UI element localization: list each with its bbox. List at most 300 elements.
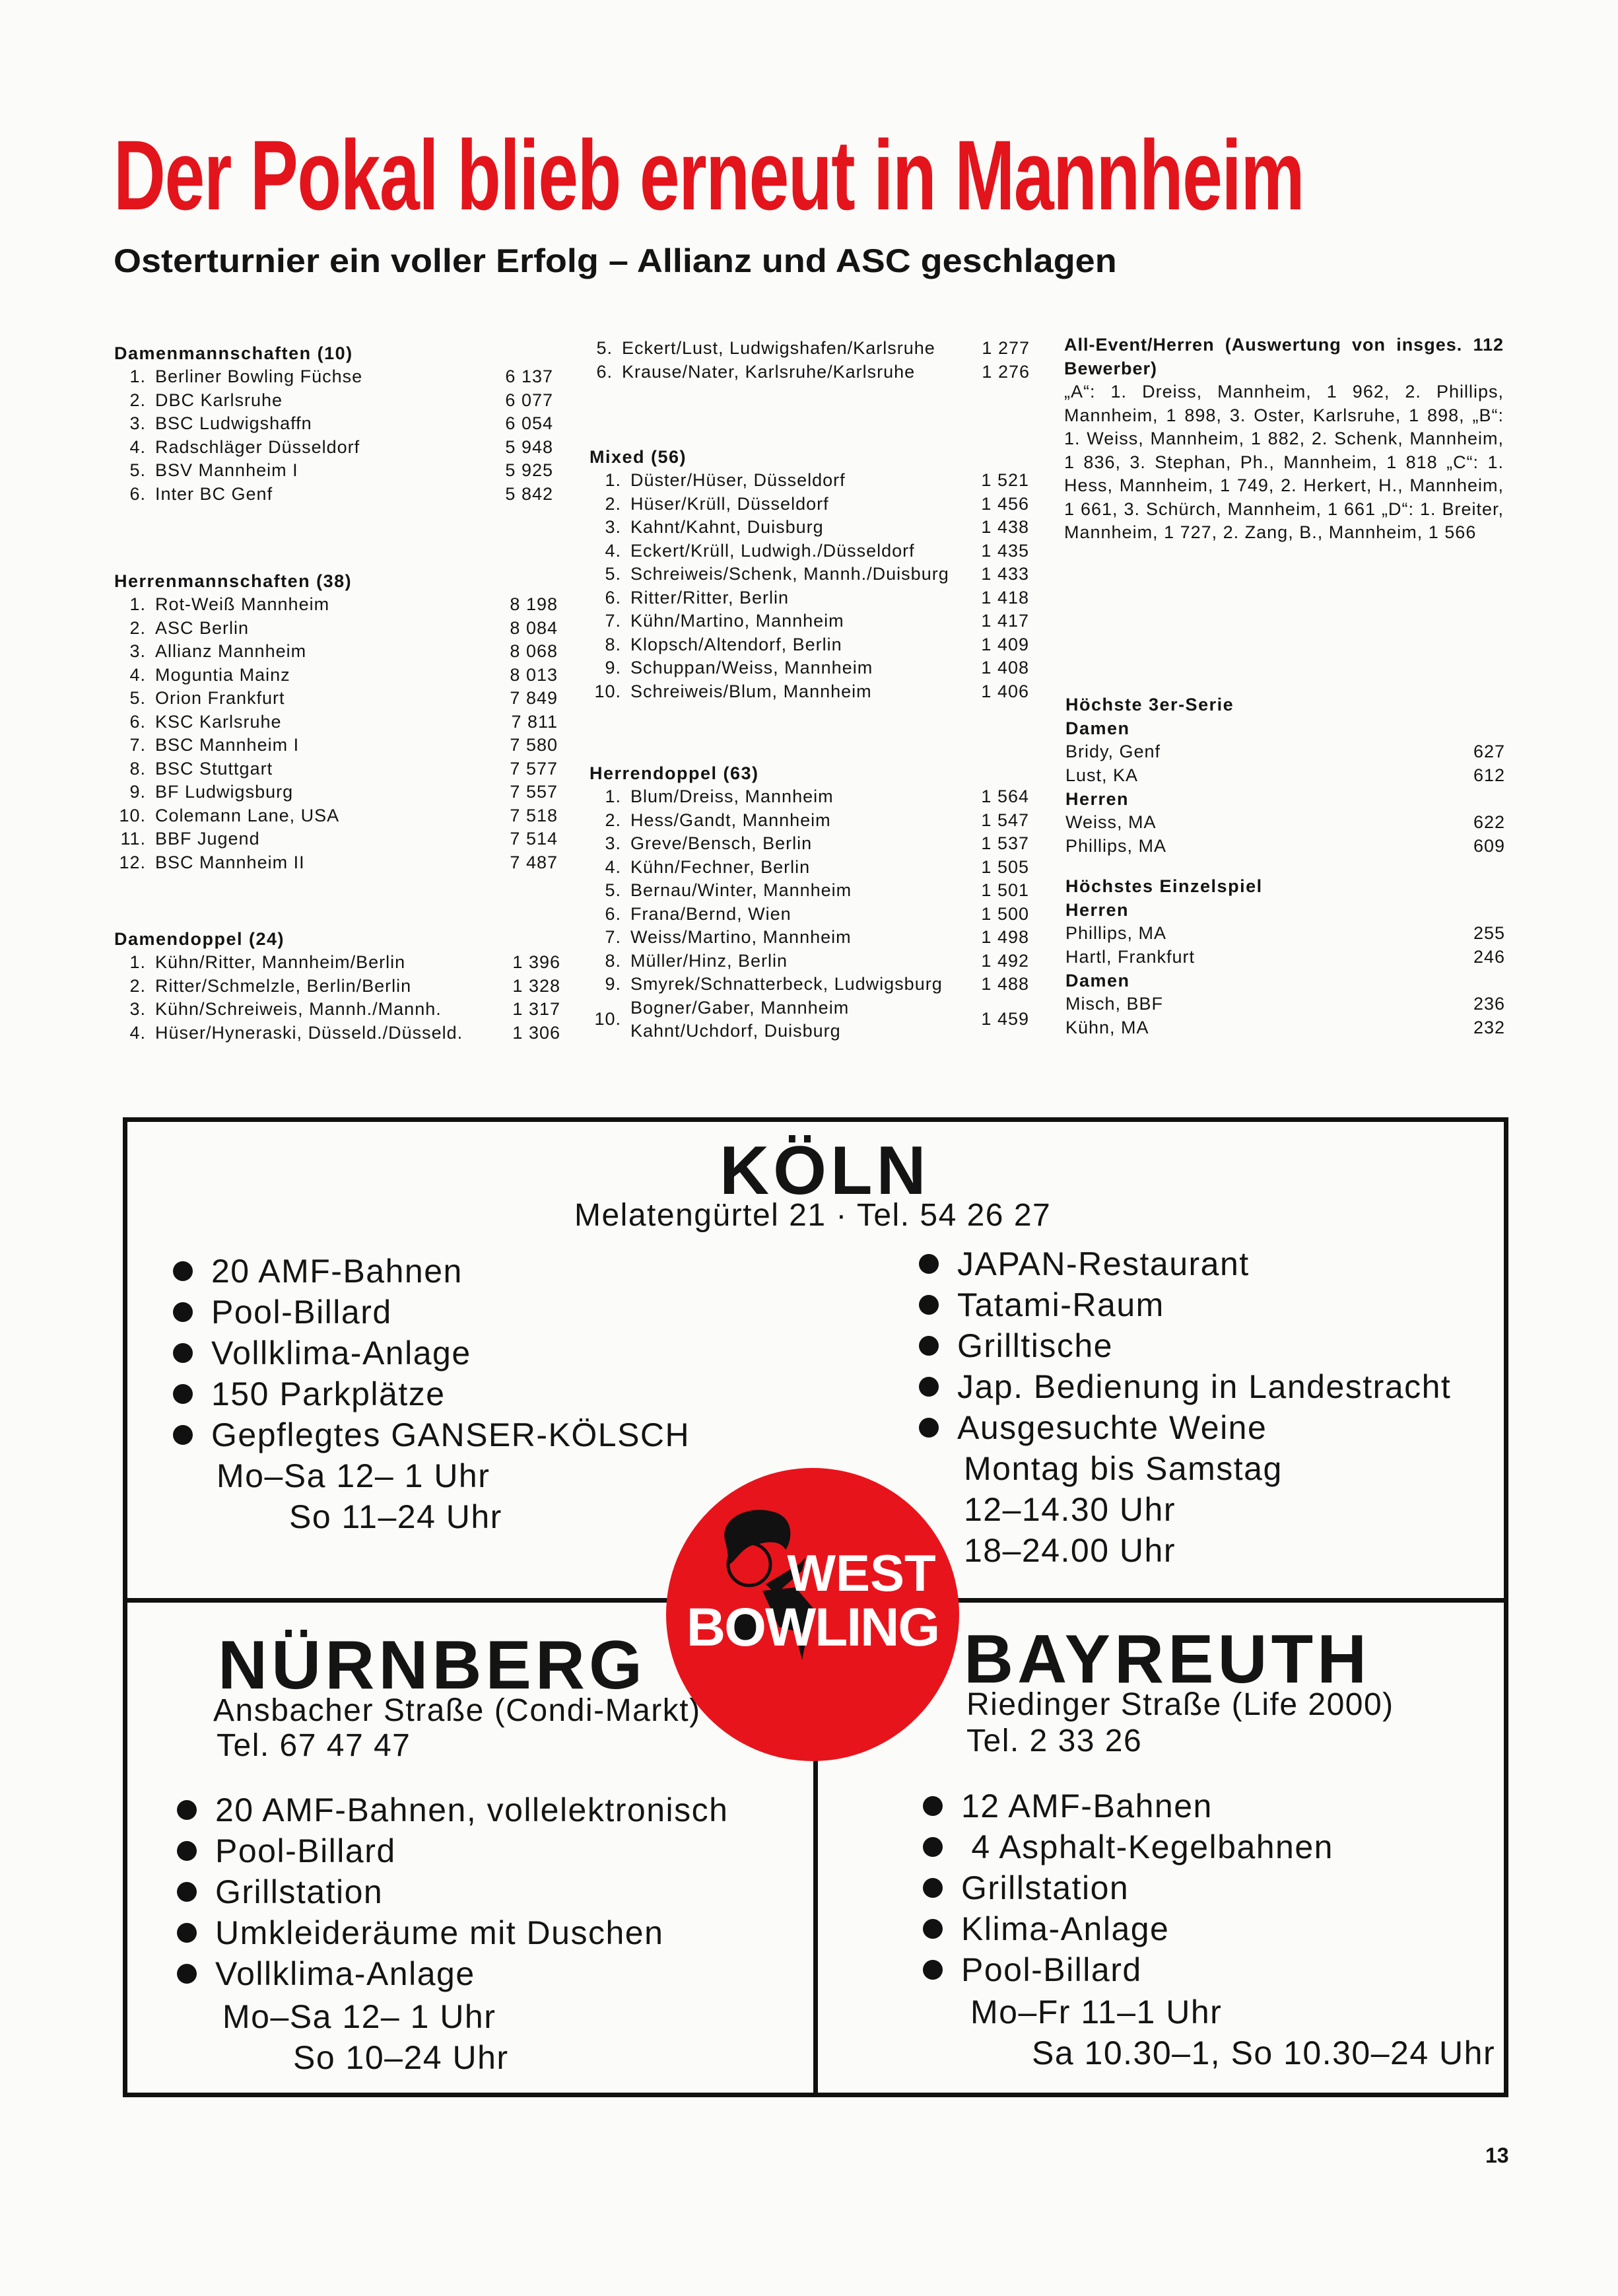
rank: 7. — [605, 611, 621, 631]
list-item-label: 4 Asphalt-Kegelbahnen — [961, 1828, 1333, 1865]
opening-hours: Mo–Sa 12– 1 Uhr — [217, 1457, 490, 1494]
score: 7 557 — [510, 782, 558, 802]
name: Schreiweis/Schenk, Mannh./Duisburg — [630, 564, 949, 584]
score: 1 456 — [981, 493, 1029, 514]
score: 8 084 — [510, 617, 558, 638]
section-title: Höchste 3er-Serie — [1065, 695, 1234, 714]
table-row — [114, 711, 558, 734]
list-item-label: 12 AMF-Bahnen — [961, 1788, 1213, 1825]
score: 236 — [1473, 994, 1505, 1014]
rank: 4. — [129, 436, 146, 457]
list-item — [923, 1867, 1333, 1908]
table-row — [114, 804, 558, 828]
rank: 9. — [605, 658, 621, 678]
name: Krause/Nater, Karlsruhe/Karlsruhe — [622, 361, 916, 382]
rank: 10. — [594, 1009, 621, 1029]
list-item-label: 20 AMF-Bahnen, vollelektronisch — [215, 1792, 729, 1828]
list-item-label: Vollklima-Anlage — [211, 1335, 471, 1372]
name: Schreiweis/Blum, Mannheim — [630, 681, 872, 701]
rank: 4. — [605, 540, 621, 561]
section-herrenmannschaften — [114, 569, 558, 874]
score: 609 — [1473, 835, 1505, 856]
name: ASC Berlin — [155, 617, 250, 638]
score: 1 564 — [981, 786, 1029, 806]
score: 1 328 — [512, 975, 560, 996]
section-herrendoppel — [590, 761, 1029, 1043]
section-title: Damendoppel (24) — [114, 929, 285, 949]
list-item — [177, 1790, 728, 1830]
rank: 6. — [129, 483, 146, 504]
table-row — [114, 781, 558, 804]
table-row — [590, 809, 1029, 833]
score: 232 — [1473, 1017, 1505, 1037]
list-item-label: Gepflegtes GANSER-KÖLSCH — [211, 1416, 691, 1453]
bullet-icon — [173, 1425, 193, 1445]
name: BSV Mannheim I — [155, 460, 298, 480]
rank: 1. — [129, 594, 146, 614]
name: Düster/Hüser, Düsseldorf — [630, 470, 846, 490]
bullet-icon — [177, 1841, 197, 1861]
table-row — [590, 879, 1029, 903]
score: 7 577 — [510, 758, 558, 779]
table-row — [1065, 1016, 1505, 1040]
bullet-icon — [173, 1261, 193, 1281]
name: Frana/Bernd, Wien — [630, 903, 792, 924]
bullet-icon — [923, 1878, 943, 1898]
rank: 6. — [605, 587, 621, 608]
name: Ritter/Schmelzle, Berlin/Berlin — [155, 975, 412, 996]
table-row — [1065, 946, 1505, 969]
nuernberg-address: Ansbacher Straße (Condi-Markt) — [213, 1693, 701, 1728]
score: 7 849 — [510, 688, 558, 708]
rank: 3. — [129, 999, 146, 1019]
rank: 2. — [605, 810, 621, 830]
list-item — [923, 1908, 1333, 1949]
table-row — [590, 539, 1029, 563]
name: Phillips, MA — [1065, 923, 1167, 943]
rank: 7. — [129, 735, 146, 755]
name: Kühn, MA — [1065, 1017, 1149, 1037]
table-row — [590, 586, 1029, 610]
subheadline: Osterturnier ein voller Erfolg – Allianz und ASC geschlagen — [114, 242, 1117, 279]
table-row — [114, 851, 558, 875]
list-item — [177, 1871, 728, 1912]
score: 7 811 — [511, 711, 558, 732]
name: Inter BC Genf — [155, 483, 273, 504]
table-row — [1065, 811, 1505, 835]
all-event-text: „A“: 1. Dreiss, Mannheim, 1 962, 2. Phillips, Mannheim, 1 898, 3. Oster, Karlsruhe, 1 898, „B“: 1. Weiss, Mannheim, 1 882, 2. Schenk, Mannheim, 1 836, 3. Stephan, Ph., Mannheim, 1 818 „C“: 1. Hess, Mannheim, 1 749, 2. Herkert, H., Mannheim, 1 661, 3. Schürch, Mannheim, 1 661 „D“: 1. Breiter, Mannheim, 1 727, 2. Zang, B., Mannheim, 1 566 — [1064, 382, 1504, 542]
rank: 3. — [605, 833, 621, 853]
name: BSC Stuttgart — [155, 758, 273, 779]
score: 622 — [1473, 812, 1505, 832]
name: Blum/Dreiss, Mannheim — [630, 786, 834, 806]
opening-hours: So 10–24 Uhr — [293, 2039, 509, 2076]
table-row — [114, 687, 558, 711]
list-item — [177, 1830, 728, 1871]
name: Phillips, MA — [1065, 835, 1167, 856]
rank: 5. — [605, 564, 621, 584]
table-row — [114, 951, 560, 975]
list-item-label: Umkleideräume mit Duschen — [215, 1914, 664, 1951]
rank: 7. — [605, 927, 621, 947]
nuernberg-list — [177, 1790, 728, 1994]
table-row — [114, 436, 553, 460]
score: 6 077 — [505, 390, 553, 410]
list-item — [923, 1786, 1333, 1826]
name: BSC Ludwigshaffn — [155, 413, 312, 433]
score: 1 537 — [981, 833, 1029, 853]
table-row — [590, 516, 1029, 539]
score: 1 317 — [512, 999, 560, 1019]
table-row — [590, 785, 1029, 809]
opening-hours: Mo–Fr 11–1 Uhr — [970, 1994, 1223, 2031]
score: 1 276 — [982, 361, 1030, 382]
score: 612 — [1473, 765, 1505, 785]
bayreuth-hours — [970, 1992, 1495, 2073]
score: 5 925 — [505, 460, 553, 480]
name: Kühn/Schreiweis, Mannh./Mannh. — [155, 999, 442, 1019]
list-item-label: Pool-Billard — [961, 1951, 1142, 1988]
section-damendoppel-continued — [581, 337, 1030, 384]
name: Eckert/Lust, Ludwigshafen/Karlsruhe — [622, 338, 935, 358]
table-row — [114, 483, 553, 506]
rank: 3. — [129, 641, 146, 661]
list-item-label: 20 AMF-Bahnen — [211, 1253, 463, 1290]
name: Eckert/Krüll, Ludwigh./Düsseldorf — [630, 540, 915, 561]
score: 1 435 — [981, 540, 1029, 561]
name: Kühn/Martino, Mannheim — [630, 611, 844, 631]
score: 1 406 — [981, 681, 1029, 701]
section-damenmannschaften — [114, 341, 553, 506]
score: 8 068 — [510, 641, 558, 661]
koeln-city: KÖLN — [720, 1132, 930, 1209]
list-item — [173, 1292, 690, 1333]
score: 627 — [1473, 742, 1505, 761]
name: Colemann Lane, USA — [155, 805, 340, 825]
section-hoechstes-einzelspiel — [1065, 874, 1505, 1039]
name: Müller/Hinz, Berlin — [630, 950, 788, 971]
section-title: Mixed (56) — [590, 447, 687, 467]
table-row — [581, 361, 1030, 384]
score: 1 459 — [981, 1009, 1029, 1029]
table-row — [590, 832, 1029, 856]
rank: 8. — [605, 634, 621, 654]
name: Kühn/Ritter, Mannheim/Berlin — [155, 952, 406, 972]
table-row — [590, 563, 1029, 586]
table-row — [590, 950, 1029, 973]
nuernberg-phone: Tel. 67 47 47 — [217, 1728, 411, 1763]
table-row — [590, 996, 1029, 1043]
table-row — [114, 365, 553, 389]
opening-hours: 12–14.30 Uhr — [964, 1491, 1176, 1528]
score: 1 418 — [981, 587, 1029, 608]
score: 5 842 — [505, 483, 553, 504]
rank: 5. — [129, 688, 146, 708]
table-row — [114, 593, 558, 617]
list-item-label: Pool-Billard — [215, 1832, 396, 1869]
name: Moguntia Mainz — [155, 664, 290, 685]
name: Klopsch/Altendorf, Berlin — [630, 634, 842, 654]
section-title: Höchstes Einzelspiel — [1065, 876, 1263, 896]
table-row — [114, 757, 558, 781]
rank: 3. — [605, 517, 621, 537]
score: 1 500 — [981, 903, 1029, 924]
rank: 4. — [605, 856, 621, 877]
table-row — [114, 640, 558, 664]
all-event-title: All-Event/Herren (Auswertung von insges. 112 Bewerber) — [1064, 335, 1504, 378]
koeln-address: Melatengürtel 21 · Tel. 54 26 27 — [574, 1198, 1052, 1233]
list-item — [923, 1826, 1333, 1867]
name: Schuppan/Weiss, Mannheim — [630, 658, 873, 678]
rank: 10. — [119, 805, 146, 825]
opening-hours: Montag bis Samstag — [964, 1450, 1283, 1487]
list-item-label: Vollklima-Anlage — [215, 1955, 475, 1992]
table-row — [590, 973, 1029, 996]
rank: 2. — [605, 493, 621, 514]
bayreuth-address: Riedinger Straße (Life 2000) — [966, 1687, 1394, 1722]
list-item — [919, 1366, 1451, 1407]
koeln-right-list — [919, 1243, 1451, 1448]
name: Hüser/Hyneraski, Düsseld./Düsseld. — [155, 1022, 463, 1043]
list-item-label: JAPAN-Restaurant — [957, 1245, 1250, 1282]
name: Radschläger Düsseldorf — [155, 436, 360, 457]
score: 1 547 — [981, 810, 1029, 830]
name: Allianz Mannheim — [155, 641, 307, 661]
rank: 5. — [596, 338, 613, 358]
bullet-icon — [919, 1295, 939, 1315]
table-row — [590, 609, 1029, 633]
name: BSC Mannheim I — [155, 735, 300, 755]
list-item-label: Tatami-Raum — [957, 1286, 1164, 1323]
rank: 2. — [129, 975, 146, 996]
table-row — [114, 664, 558, 687]
koeln-right-hours — [964, 1448, 1283, 1571]
list-item-label: Klima-Anlage — [961, 1910, 1170, 1947]
name: Hess/Gandt, Mannheim — [630, 810, 831, 830]
list-item-label: Pool-Billard — [211, 1294, 392, 1331]
score: 1 521 — [981, 470, 1029, 490]
bayreuth-phone: Tel. 2 33 26 — [966, 1723, 1143, 1758]
name: Smyrek/Schnatterbeck, Ludwigsburg — [630, 974, 943, 994]
bullet-icon — [919, 1418, 939, 1438]
table-row — [114, 975, 560, 998]
name: Orion Frankfurt — [155, 688, 285, 708]
table-row — [114, 1022, 560, 1045]
score: 8 013 — [510, 664, 558, 685]
table-row — [1065, 740, 1505, 764]
score: 255 — [1473, 923, 1505, 943]
score: 6 137 — [505, 366, 553, 386]
name: Weiss/Martino, Mannheim — [630, 927, 852, 947]
list-item-label: 150 Parkplätze — [211, 1375, 446, 1412]
table-row — [114, 412, 553, 436]
list-item — [919, 1243, 1451, 1284]
name: BSC Mannheim II — [155, 852, 305, 872]
name: Bridy, Genf — [1065, 742, 1161, 761]
score: 1 498 — [981, 927, 1029, 947]
score: 1 501 — [981, 880, 1029, 900]
bullet-icon — [919, 1377, 939, 1397]
score: 6 054 — [505, 413, 553, 433]
bullet-icon — [177, 1964, 197, 1984]
bullet-icon — [923, 1919, 943, 1939]
rank: 2. — [129, 390, 146, 410]
bullet-icon — [923, 1837, 943, 1857]
subsection-heading: Herren — [1065, 900, 1129, 920]
score: 1 492 — [981, 950, 1029, 971]
score: 1 306 — [512, 1022, 560, 1043]
table-row — [590, 469, 1029, 493]
bullet-icon — [177, 1882, 197, 1902]
table-row — [114, 459, 553, 483]
name: Ritter/Ritter, Berlin — [630, 587, 790, 608]
name: Hartl, Frankfurt — [1065, 946, 1196, 967]
rank: 10. — [594, 681, 621, 701]
page-number: 13 — [1485, 2143, 1509, 2167]
rank: 1. — [605, 470, 621, 490]
table-row — [581, 337, 1030, 361]
score: 1 409 — [981, 634, 1029, 654]
rank: 12. — [119, 852, 146, 872]
table-row — [590, 680, 1029, 704]
rank: 6. — [596, 361, 613, 382]
bullet-icon — [173, 1384, 193, 1404]
section-hoechste-serie — [1065, 693, 1505, 858]
score: 5 948 — [505, 436, 553, 457]
koeln-left-hours — [217, 1455, 502, 1537]
rank: 1. — [605, 786, 621, 806]
table-row — [1065, 835, 1505, 858]
opening-hours: Sa 10.30–1, So 10.30–24 Uhr — [1032, 2035, 1496, 2071]
list-item-label: Jap. Bedienung in Landestracht — [957, 1368, 1452, 1405]
nuernberg-hours — [222, 1996, 509, 2078]
section-title: Herrenmannschaften (38) — [114, 571, 353, 591]
rank: 8. — [129, 758, 146, 779]
score: 1 417 — [981, 611, 1029, 631]
score: 1 408 — [981, 658, 1029, 678]
rank: 6. — [605, 903, 621, 924]
score: 1 396 — [512, 952, 560, 972]
bayreuth-list — [923, 1786, 1333, 1990]
score: 7 487 — [510, 852, 558, 872]
rank: 5. — [605, 880, 621, 900]
list-item — [173, 1414, 690, 1455]
headline: Der Pokal blieb erneut in Mannheim — [114, 120, 1304, 230]
score: 7 514 — [510, 829, 558, 849]
bullet-icon — [919, 1336, 939, 1356]
score: 1 438 — [981, 517, 1029, 537]
table-row — [590, 633, 1029, 657]
bullet-icon — [173, 1343, 193, 1363]
list-item — [923, 1949, 1333, 1990]
score: 1 505 — [981, 856, 1029, 877]
list-item — [919, 1407, 1451, 1448]
rank: 5. — [129, 460, 146, 480]
rank: 1. — [129, 366, 146, 386]
name: Berliner Bowling Füchse — [155, 366, 363, 386]
table-row — [590, 493, 1029, 516]
table-row — [590, 656, 1029, 680]
table-row — [1065, 764, 1505, 788]
bullet-icon — [177, 1800, 197, 1820]
score: 7 518 — [510, 805, 558, 825]
table-row — [590, 926, 1029, 950]
rank: 1. — [129, 952, 146, 972]
bullet-icon — [923, 1960, 943, 1980]
name: Lust, KA — [1065, 765, 1139, 785]
nuernberg-city: NÜRNBERG — [218, 1627, 646, 1704]
table-row — [114, 617, 558, 641]
name: Kahnt/Kahnt, Duisburg — [630, 517, 824, 537]
name: Bernau/Winter, Mannheim — [630, 880, 852, 900]
name: BBF Jugend — [155, 829, 260, 849]
rank: 11. — [120, 829, 146, 849]
name: Kühn/Fechner, Berlin — [630, 856, 811, 877]
score: 7 580 — [510, 735, 558, 755]
list-item-label: Ausgesuchte Weine — [957, 1409, 1267, 1446]
table-row — [114, 734, 558, 757]
subsection-heading: Herren — [1065, 789, 1129, 809]
table-row — [590, 856, 1029, 880]
name: Greve/Bensch, Berlin — [630, 833, 813, 853]
opening-hours: So 11–24 Uhr — [289, 1498, 502, 1535]
list-item — [919, 1325, 1451, 1366]
all-event-herren — [1064, 333, 1504, 545]
list-item-label: Grillstation — [961, 1869, 1129, 1906]
section-title: Damenmannschaften (10) — [114, 343, 353, 363]
list-item — [919, 1284, 1451, 1325]
bullet-icon — [177, 1923, 197, 1943]
name: DBC Karlsruhe — [155, 390, 283, 410]
rank: 4. — [129, 1022, 146, 1043]
rank: 3. — [129, 413, 146, 433]
table-row — [1065, 922, 1505, 946]
score: 1 488 — [981, 974, 1029, 994]
rank: 9. — [605, 974, 621, 994]
section-mixed — [590, 445, 1029, 703]
rank: 6. — [129, 711, 146, 732]
name: Hüser/Krüll, Düsseldorf — [630, 493, 829, 514]
table-row — [114, 389, 553, 413]
logo-text-bowling: BOWLING — [686, 1597, 939, 1657]
subsection-heading: Damen — [1065, 718, 1130, 738]
bullet-icon — [173, 1302, 193, 1322]
table-row — [590, 903, 1029, 926]
list-item-label: Grillstation — [215, 1873, 384, 1910]
name: Bogner/Gaber, Mannheim Kahnt/Uchdorf, Duisburg — [630, 997, 850, 1041]
bullet-icon — [919, 1254, 939, 1274]
subsection-heading: Damen — [1065, 971, 1130, 991]
name: Rot-Weiß Mannheim — [155, 594, 330, 614]
koeln-left-list — [173, 1251, 690, 1455]
list-item — [173, 1333, 690, 1374]
rank: 4. — [129, 664, 146, 685]
opening-hours: 18–24.00 Uhr — [964, 1532, 1176, 1569]
west-bowling-logo — [663, 1465, 962, 1764]
list-item — [173, 1251, 690, 1292]
table-row — [114, 827, 558, 851]
list-item — [177, 1953, 728, 1994]
name: Misch, BBF — [1065, 994, 1164, 1014]
list-item — [177, 1912, 728, 1953]
table-row — [1065, 992, 1505, 1016]
logo-text-west: WEST — [787, 1544, 936, 1602]
score: 1 433 — [981, 564, 1029, 584]
rank: 9. — [129, 782, 146, 802]
rank: 8. — [605, 950, 621, 971]
score: 1 277 — [982, 338, 1030, 358]
table-row — [114, 998, 560, 1022]
